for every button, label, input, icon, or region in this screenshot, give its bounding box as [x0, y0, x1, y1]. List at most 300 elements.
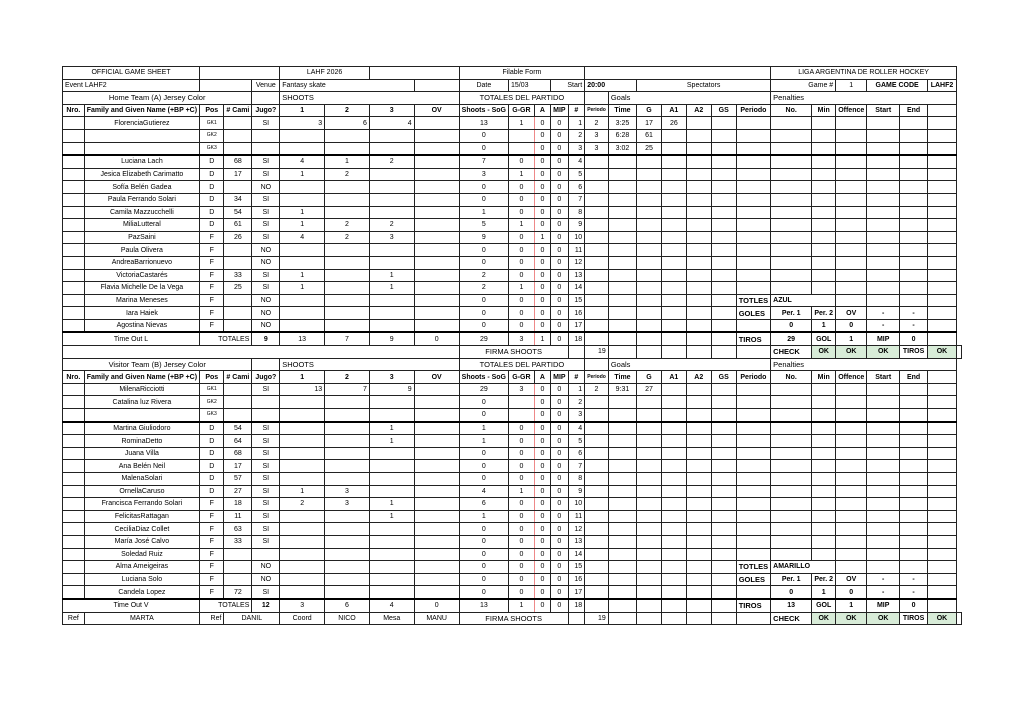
- goal-cell[interactable]: [585, 219, 609, 232]
- penalty-cell[interactable]: [900, 535, 928, 548]
- player-played[interactable]: [252, 142, 280, 155]
- penalty-cell[interactable]: [867, 422, 900, 435]
- goal-cell[interactable]: [585, 586, 609, 599]
- player-jersey[interactable]: [224, 319, 252, 332]
- penalty-cell[interactable]: [900, 129, 928, 142]
- goal-cell[interactable]: [637, 168, 662, 181]
- penalty-cell[interactable]: [736, 548, 770, 561]
- penalty-cell[interactable]: [736, 460, 770, 473]
- goal-cell[interactable]: [637, 586, 662, 599]
- shots-p3[interactable]: [369, 294, 414, 307]
- penalty-cell[interactable]: [836, 435, 867, 448]
- shots-p2[interactable]: [325, 409, 370, 422]
- shots-p3[interactable]: [369, 447, 414, 460]
- goal-cell[interactable]: [736, 346, 770, 359]
- goal-a2[interactable]: [686, 523, 711, 536]
- shots-p2[interactable]: [325, 294, 370, 307]
- shots-ov[interactable]: [414, 282, 459, 295]
- shots-p2[interactable]: [325, 269, 370, 282]
- goal-a2[interactable]: [686, 142, 711, 155]
- shots-p1[interactable]: [280, 193, 325, 206]
- shots-p1[interactable]: 4: [280, 231, 325, 244]
- penalty-cell[interactable]: [771, 485, 812, 498]
- goal-gs[interactable]: [711, 256, 736, 269]
- shots-p1[interactable]: 1: [280, 168, 325, 181]
- goal-cell[interactable]: [661, 447, 686, 460]
- player-name[interactable]: Luciana Lach: [84, 155, 199, 168]
- goal-cell[interactable]: [686, 332, 711, 345]
- penalty-cell[interactable]: [836, 219, 867, 232]
- shots-ov[interactable]: [414, 548, 459, 561]
- goal-gs[interactable]: [711, 244, 736, 257]
- player-jersey[interactable]: 64: [224, 435, 252, 448]
- goal-cell[interactable]: [608, 460, 636, 473]
- penalty-cell[interactable]: [900, 548, 928, 561]
- player-played[interactable]: SI: [252, 155, 280, 168]
- penalty-cell[interactable]: [736, 396, 770, 409]
- goal-a2[interactable]: [686, 168, 711, 181]
- goal-time[interactable]: 3:02: [608, 142, 636, 155]
- goal-cell[interactable]: [585, 332, 609, 345]
- shots-ov[interactable]: [414, 219, 459, 232]
- goal-cell[interactable]: [661, 460, 686, 473]
- shots-p3[interactable]: [369, 409, 414, 422]
- goal-cell[interactable]: [585, 319, 609, 332]
- player-name[interactable]: Candela Lopez: [84, 586, 199, 599]
- goal-cell[interactable]: [585, 573, 609, 586]
- goal-cell[interactable]: [585, 307, 609, 320]
- player-played[interactable]: NO: [252, 307, 280, 320]
- player-played[interactable]: [252, 129, 280, 142]
- shots-p2[interactable]: [325, 319, 370, 332]
- goal-cell[interactable]: [637, 256, 662, 269]
- penalty-cell[interactable]: [900, 155, 928, 168]
- shots-p2[interactable]: 7: [325, 383, 370, 396]
- penalty-cell[interactable]: [867, 473, 900, 486]
- penalty-cell[interactable]: [900, 447, 928, 460]
- penalty-cell[interactable]: [812, 535, 836, 548]
- shots-p1[interactable]: [280, 129, 325, 142]
- goal-cell[interactable]: [661, 510, 686, 523]
- shots-p1[interactable]: [280, 447, 325, 460]
- penalty-cell[interactable]: [812, 383, 836, 396]
- goal-time[interactable]: [608, 409, 636, 422]
- goal-cell[interactable]: [608, 561, 636, 574]
- shots-ov[interactable]: [414, 129, 459, 142]
- player-jersey[interactable]: [224, 244, 252, 257]
- penalty-cell[interactable]: [812, 181, 836, 194]
- player-jersey[interactable]: [224, 129, 252, 142]
- goal-cell[interactable]: [637, 485, 662, 498]
- goal-cell[interactable]: [585, 206, 609, 219]
- goal-cell[interactable]: [637, 332, 662, 345]
- penalty-cell[interactable]: [736, 485, 770, 498]
- player-name[interactable]: Iara Haiek: [84, 307, 199, 320]
- shots-p1[interactable]: [280, 244, 325, 257]
- goal-a2[interactable]: [686, 485, 711, 498]
- penalty-cell[interactable]: [736, 498, 770, 511]
- goal-cell[interactable]: [661, 168, 686, 181]
- goal-gs[interactable]: [711, 435, 736, 448]
- goal-cell[interactable]: [608, 473, 636, 486]
- penalty-cell[interactable]: [736, 231, 770, 244]
- penalty-cell[interactable]: [812, 435, 836, 448]
- penalty-cell[interactable]: [900, 193, 928, 206]
- player-played[interactable]: SI: [252, 219, 280, 232]
- penalty-cell[interactable]: [812, 282, 836, 295]
- goal-a2[interactable]: [686, 548, 711, 561]
- shots-p1[interactable]: 2: [280, 498, 325, 511]
- shots-p1[interactable]: [280, 561, 325, 574]
- penalty-cell[interactable]: [771, 409, 812, 422]
- goal-time[interactable]: 6:28: [608, 129, 636, 142]
- player-name[interactable]: FelicitasRattagan: [84, 510, 199, 523]
- goal-cell[interactable]: [637, 319, 662, 332]
- goal-a2[interactable]: [686, 219, 711, 232]
- penalty-cell[interactable]: [736, 535, 770, 548]
- penalty-cell[interactable]: [736, 473, 770, 486]
- goal-cell[interactable]: [608, 435, 636, 448]
- goal-cell[interactable]: [661, 599, 686, 612]
- goal-gs[interactable]: [711, 181, 736, 194]
- player-name[interactable]: RominaDetto: [84, 435, 199, 448]
- penalty-cell[interactable]: [836, 231, 867, 244]
- shots-ov[interactable]: [414, 294, 459, 307]
- penalty-cell[interactable]: [771, 142, 812, 155]
- goal-cell[interactable]: [661, 155, 686, 168]
- penalty-cell[interactable]: [771, 435, 812, 448]
- shots-p1[interactable]: [280, 422, 325, 435]
- goal-cell[interactable]: [585, 548, 609, 561]
- player-played[interactable]: SI: [252, 206, 280, 219]
- shots-p1[interactable]: 1: [280, 485, 325, 498]
- goal-period[interactable]: 2: [585, 117, 609, 130]
- penalty-cell[interactable]: [836, 206, 867, 219]
- penalty-cell[interactable]: [900, 460, 928, 473]
- goal-scorer[interactable]: [637, 396, 662, 409]
- penalty-cell[interactable]: [867, 485, 900, 498]
- goal-cell[interactable]: [585, 269, 609, 282]
- goal-scorer[interactable]: 17: [637, 117, 662, 130]
- penalty-cell[interactable]: [736, 256, 770, 269]
- goal-cell[interactable]: [637, 460, 662, 473]
- penalty-cell[interactable]: [900, 485, 928, 498]
- goal-gs[interactable]: [711, 586, 736, 599]
- penalty-cell[interactable]: [812, 422, 836, 435]
- player-jersey[interactable]: 17: [224, 168, 252, 181]
- date-field[interactable]: 15/03: [509, 79, 551, 92]
- goal-cell[interactable]: [711, 612, 736, 625]
- player-played[interactable]: [252, 409, 280, 422]
- player-jersey[interactable]: 72: [224, 586, 252, 599]
- player-jersey[interactable]: [224, 294, 252, 307]
- penalty-cell[interactable]: [900, 498, 928, 511]
- shots-p3[interactable]: 1: [369, 269, 414, 282]
- shots-ov[interactable]: [414, 498, 459, 511]
- penalty-cell[interactable]: [836, 181, 867, 194]
- player-jersey[interactable]: [224, 181, 252, 194]
- player-name[interactable]: [84, 142, 199, 155]
- player-name[interactable]: Soledad Ruiz: [84, 548, 199, 561]
- goal-cell[interactable]: [608, 573, 636, 586]
- shots-p2[interactable]: 3: [325, 498, 370, 511]
- shots-p3[interactable]: [369, 181, 414, 194]
- shots-ov[interactable]: [414, 447, 459, 460]
- shots-p1[interactable]: [280, 435, 325, 448]
- penalty-cell[interactable]: [836, 396, 867, 409]
- shots-p1[interactable]: 4: [280, 155, 325, 168]
- penalty-cell[interactable]: [867, 256, 900, 269]
- shots-ov[interactable]: [414, 117, 459, 130]
- shots-p2[interactable]: [325, 510, 370, 523]
- player-name[interactable]: AndreaBarrionuevo: [84, 256, 199, 269]
- goal-period[interactable]: [585, 396, 609, 409]
- goal-cell[interactable]: [661, 244, 686, 257]
- goal-cell[interactable]: [661, 422, 686, 435]
- shots-p3[interactable]: [369, 396, 414, 409]
- goal-gs[interactable]: [711, 219, 736, 232]
- shots-p1[interactable]: [280, 307, 325, 320]
- goal-cell[interactable]: [608, 586, 636, 599]
- shots-p2[interactable]: 1: [325, 155, 370, 168]
- goal-assist1[interactable]: [661, 383, 686, 396]
- goal-cell[interactable]: [608, 269, 636, 282]
- penalty-cell[interactable]: [736, 523, 770, 536]
- goal-cell[interactable]: [608, 168, 636, 181]
- penalty-cell[interactable]: [836, 548, 867, 561]
- penalty-cell[interactable]: [812, 548, 836, 561]
- goal-gs[interactable]: [711, 396, 736, 409]
- shots-p1[interactable]: [280, 535, 325, 548]
- goal-a2[interactable]: [686, 447, 711, 460]
- player-jersey[interactable]: 26: [224, 231, 252, 244]
- goal-cell[interactable]: [637, 599, 662, 612]
- shots-p1[interactable]: [280, 573, 325, 586]
- shots-p2[interactable]: [325, 548, 370, 561]
- player-played[interactable]: SI: [252, 473, 280, 486]
- player-played[interactable]: [252, 396, 280, 409]
- player-name[interactable]: Paula Olivera: [84, 244, 199, 257]
- goal-gs[interactable]: [711, 473, 736, 486]
- penalty-cell[interactable]: [836, 129, 867, 142]
- penalty-cell[interactable]: [736, 155, 770, 168]
- goal-time[interactable]: 3:25: [608, 117, 636, 130]
- goal-cell[interactable]: [637, 447, 662, 460]
- shots-p3[interactable]: [369, 307, 414, 320]
- shots-p1[interactable]: [280, 396, 325, 409]
- penalty-cell[interactable]: [900, 422, 928, 435]
- goal-assist1[interactable]: [661, 396, 686, 409]
- goal-gs[interactable]: [711, 307, 736, 320]
- shots-ov[interactable]: [414, 435, 459, 448]
- goal-cell[interactable]: [585, 535, 609, 548]
- penalty-cell[interactable]: [867, 231, 900, 244]
- goal-cell[interactable]: [637, 435, 662, 448]
- goal-cell[interactable]: [608, 319, 636, 332]
- penalty-cell[interactable]: [867, 548, 900, 561]
- shots-p3[interactable]: [369, 142, 414, 155]
- goal-a2[interactable]: [686, 319, 711, 332]
- goal-time[interactable]: [608, 396, 636, 409]
- penalty-cell[interactable]: [771, 422, 812, 435]
- goal-cell[interactable]: [661, 294, 686, 307]
- goal-cell[interactable]: [585, 460, 609, 473]
- shots-ov[interactable]: [414, 535, 459, 548]
- penalty-cell[interactable]: [900, 383, 928, 396]
- penalty-cell[interactable]: [867, 447, 900, 460]
- player-name[interactable]: Ana Belén Neil: [84, 460, 199, 473]
- penalty-cell[interactable]: [771, 510, 812, 523]
- penalty-cell[interactable]: [771, 168, 812, 181]
- penalty-cell[interactable]: [736, 142, 770, 155]
- player-played[interactable]: SI: [252, 523, 280, 536]
- goal-gs[interactable]: [711, 155, 736, 168]
- shots-ov[interactable]: [414, 409, 459, 422]
- penalty-cell[interactable]: [867, 435, 900, 448]
- goal-a2[interactable]: [686, 422, 711, 435]
- shots-p3[interactable]: 1: [369, 282, 414, 295]
- goal-scorer[interactable]: [637, 409, 662, 422]
- penalty-cell[interactable]: [867, 181, 900, 194]
- player-played[interactable]: SI: [252, 498, 280, 511]
- goal-cell[interactable]: [608, 219, 636, 232]
- goal-cell[interactable]: [661, 332, 686, 345]
- shots-p2[interactable]: [325, 586, 370, 599]
- goal-cell[interactable]: [608, 485, 636, 498]
- goal-cell[interactable]: [585, 155, 609, 168]
- goal-a2[interactable]: [686, 231, 711, 244]
- shots-ov[interactable]: [414, 155, 459, 168]
- goal-a2[interactable]: [686, 510, 711, 523]
- goal-a2[interactable]: [686, 155, 711, 168]
- penalty-cell[interactable]: [736, 244, 770, 257]
- goal-cell[interactable]: [711, 346, 736, 359]
- shots-p1[interactable]: [280, 294, 325, 307]
- goal-scorer[interactable]: 61: [637, 129, 662, 142]
- goal-cell[interactable]: [661, 561, 686, 574]
- player-name[interactable]: Marina Meneses: [84, 294, 199, 307]
- player-jersey[interactable]: 33: [224, 269, 252, 282]
- goal-cell[interactable]: [585, 523, 609, 536]
- penalty-cell[interactable]: [812, 142, 836, 155]
- goal-scorer[interactable]: 25: [637, 142, 662, 155]
- goal-a2[interactable]: [686, 396, 711, 409]
- goal-cell[interactable]: [661, 612, 686, 625]
- shots-ov[interactable]: [414, 244, 459, 257]
- goal-gs[interactable]: [711, 294, 736, 307]
- goal-cell[interactable]: [661, 193, 686, 206]
- goal-cell[interactable]: [661, 231, 686, 244]
- shots-p1[interactable]: [280, 548, 325, 561]
- player-name[interactable]: María José Calvo: [84, 535, 199, 548]
- goal-cell[interactable]: [585, 498, 609, 511]
- player-played[interactable]: NO: [252, 181, 280, 194]
- goal-cell[interactable]: [637, 561, 662, 574]
- goal-cell[interactable]: [608, 510, 636, 523]
- goal-cell[interactable]: [637, 294, 662, 307]
- player-jersey[interactable]: [224, 117, 252, 130]
- goal-a2[interactable]: [686, 193, 711, 206]
- penalty-cell[interactable]: [812, 129, 836, 142]
- goal-time[interactable]: 9:31: [608, 383, 636, 396]
- shots-p2[interactable]: [325, 129, 370, 142]
- goal-cell[interactable]: [661, 498, 686, 511]
- player-jersey[interactable]: [224, 307, 252, 320]
- goal-cell[interactable]: [608, 307, 636, 320]
- penalty-cell[interactable]: [771, 181, 812, 194]
- player-name[interactable]: CeciliaDiaz Collet: [84, 523, 199, 536]
- penalty-cell[interactable]: [736, 168, 770, 181]
- penalty-cell[interactable]: [867, 510, 900, 523]
- penalty-cell[interactable]: [771, 383, 812, 396]
- player-jersey[interactable]: 61: [224, 219, 252, 232]
- penalty-cell[interactable]: [836, 168, 867, 181]
- shots-p2[interactable]: [325, 193, 370, 206]
- goal-cell[interactable]: [637, 219, 662, 232]
- shots-ov[interactable]: [414, 168, 459, 181]
- goal-period[interactable]: 3: [585, 129, 609, 142]
- player-played[interactable]: NO: [252, 573, 280, 586]
- player-played[interactable]: SI: [252, 193, 280, 206]
- shots-p1[interactable]: [280, 586, 325, 599]
- goal-cell[interactable]: [661, 282, 686, 295]
- shots-p3[interactable]: [369, 168, 414, 181]
- shots-p2[interactable]: [325, 523, 370, 536]
- player-jersey[interactable]: 68: [224, 447, 252, 460]
- shots-p3[interactable]: 3: [369, 231, 414, 244]
- penalty-cell[interactable]: [867, 498, 900, 511]
- player-jersey[interactable]: [224, 409, 252, 422]
- shots-p3[interactable]: [369, 193, 414, 206]
- goal-cell[interactable]: [637, 206, 662, 219]
- goal-cell[interactable]: [637, 181, 662, 194]
- player-name[interactable]: VictoriaCastarés: [84, 269, 199, 282]
- penalty-cell[interactable]: [836, 473, 867, 486]
- goal-cell[interactable]: [661, 256, 686, 269]
- shots-p2[interactable]: [325, 573, 370, 586]
- goal-cell[interactable]: [661, 346, 686, 359]
- penalty-cell[interactable]: [812, 117, 836, 130]
- player-played[interactable]: SI: [252, 586, 280, 599]
- penalty-cell[interactable]: [812, 155, 836, 168]
- penalty-cell[interactable]: [812, 168, 836, 181]
- player-name[interactable]: Flavia Michelle De la Vega: [84, 282, 199, 295]
- player-name[interactable]: Camila Mazzucchelli: [84, 206, 199, 219]
- shots-p2[interactable]: [325, 561, 370, 574]
- goal-gs[interactable]: [711, 447, 736, 460]
- penalty-cell[interactable]: [771, 396, 812, 409]
- penalty-cell[interactable]: [736, 206, 770, 219]
- shots-p2[interactable]: [325, 181, 370, 194]
- player-jersey[interactable]: [224, 548, 252, 561]
- goal-cell[interactable]: [585, 256, 609, 269]
- penalty-cell[interactable]: [900, 142, 928, 155]
- shots-ov[interactable]: [414, 307, 459, 320]
- player-jersey[interactable]: 11: [224, 510, 252, 523]
- penalty-cell[interactable]: [867, 142, 900, 155]
- penalty-cell[interactable]: [771, 498, 812, 511]
- goal-assist1[interactable]: [661, 409, 686, 422]
- goal-cell[interactable]: [637, 548, 662, 561]
- player-jersey[interactable]: [224, 142, 252, 155]
- shots-p3[interactable]: [369, 319, 414, 332]
- shots-ov[interactable]: [414, 256, 459, 269]
- shots-p1[interactable]: [280, 256, 325, 269]
- penalty-cell[interactable]: [900, 168, 928, 181]
- penalty-cell[interactable]: [812, 473, 836, 486]
- penalty-cell[interactable]: [771, 282, 812, 295]
- goal-cell[interactable]: [585, 168, 609, 181]
